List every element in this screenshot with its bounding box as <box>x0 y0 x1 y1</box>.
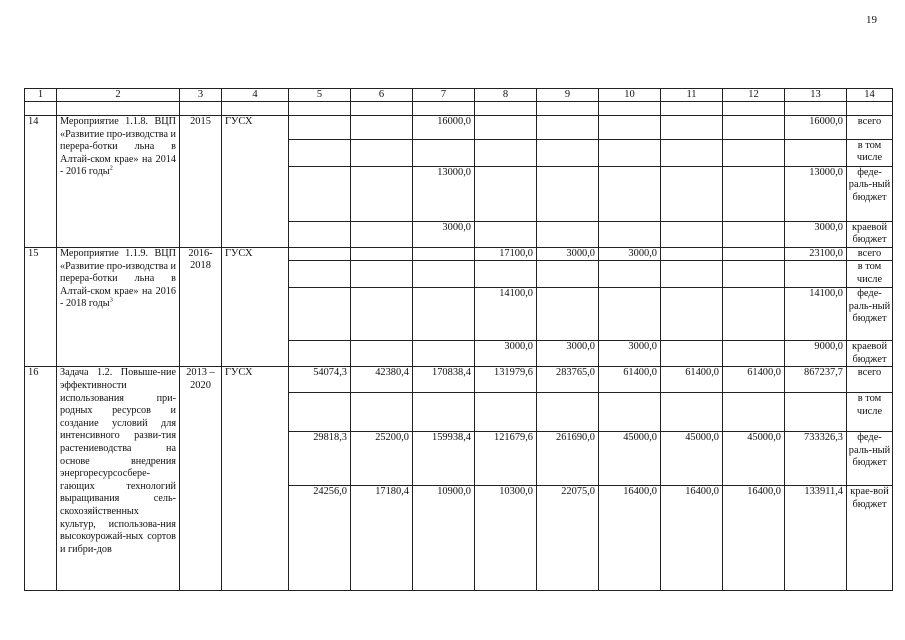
amount-cell <box>661 248 723 261</box>
column-header-8: 8 <box>475 89 537 102</box>
amount-cell <box>785 393 847 432</box>
column-header-6: 6 <box>351 89 413 102</box>
amount-cell: 23100,0 <box>785 248 847 261</box>
spacer-row <box>25 102 893 116</box>
spacer-cell <box>661 102 723 116</box>
amount-cell <box>723 341 785 367</box>
spacer-cell <box>537 102 599 116</box>
amount-cell <box>599 167 661 222</box>
amount-cell: 3000,0 <box>537 248 599 261</box>
amount-cell <box>413 261 475 288</box>
amount-cell <box>661 116 723 140</box>
amount-cell: 283765,0 <box>537 367 599 393</box>
amount-cell <box>537 222 599 248</box>
amount-cell: 61400,0 <box>599 367 661 393</box>
amount-cell <box>785 140 847 167</box>
column-header-9: 9 <box>537 89 599 102</box>
amount-cell <box>289 248 351 261</box>
amount-cell <box>475 116 537 140</box>
spacer-cell <box>222 102 289 116</box>
amount-cell <box>289 222 351 248</box>
measure-title <box>57 367 180 591</box>
column-header-4: 4 <box>222 89 289 102</box>
spacer-cell <box>289 102 351 116</box>
amount-cell <box>537 140 599 167</box>
executor: ГУСХ <box>222 367 289 591</box>
amount-cell <box>537 116 599 140</box>
implementation-years: 2016-2018 <box>180 248 222 367</box>
amount-cell <box>413 248 475 261</box>
amount-cell <box>413 393 475 432</box>
amount-cell <box>723 393 785 432</box>
amount-cell <box>723 288 785 341</box>
amount-cell <box>537 261 599 288</box>
amount-cell <box>661 288 723 341</box>
amount-cell: 13000,0 <box>785 167 847 222</box>
amount-cell: 29818,3 <box>289 432 351 486</box>
amount-cell: 3000,0 <box>599 341 661 367</box>
implementation-years: 2013 – 2020 <box>180 367 222 591</box>
amount-cell <box>351 248 413 261</box>
spacer-cell <box>475 102 537 116</box>
amount-cell <box>289 393 351 432</box>
amount-cell: 170838,4 <box>413 367 475 393</box>
column-header-13: 13 <box>785 89 847 102</box>
footnote-marker: 3 <box>109 296 113 304</box>
funding-source-label: феде-раль-ный бюджет <box>847 432 893 486</box>
funding-source-label: всего <box>847 367 893 393</box>
amount-cell <box>723 261 785 288</box>
amount-cell <box>723 222 785 248</box>
amount-cell: 14100,0 <box>475 288 537 341</box>
executor: ГУСХ <box>222 248 289 367</box>
measure-title-text: Мероприятие 1.1.9. ВЦП «Развитие про-изводства и перера-ботки льна в Алтай-ском крае» на 2016 - 2018 годы <box>60 248 176 310</box>
spacer-cell <box>723 102 785 116</box>
amount-cell <box>475 167 537 222</box>
row-number: 14 <box>25 116 57 248</box>
funding-source-label: всего <box>847 248 893 261</box>
amount-cell <box>599 288 661 341</box>
amount-cell <box>351 167 413 222</box>
amount-cell: 54074,3 <box>289 367 351 393</box>
amount-cell: 61400,0 <box>723 367 785 393</box>
funding-source-label: крае-вой бюджет <box>847 486 893 591</box>
amount-cell <box>661 341 723 367</box>
amount-cell: 17100,0 <box>475 248 537 261</box>
amount-cell <box>413 341 475 367</box>
amount-cell <box>723 116 785 140</box>
amount-cell <box>661 261 723 288</box>
amount-cell: 45000,0 <box>661 432 723 486</box>
spacer-cell <box>57 102 180 116</box>
amount-cell <box>475 261 537 288</box>
amount-cell <box>289 261 351 288</box>
amount-cell <box>289 288 351 341</box>
amount-cell: 10300,0 <box>475 486 537 591</box>
footnote-marker: 2 <box>109 164 113 172</box>
spacer-cell <box>847 102 893 116</box>
amount-cell <box>413 140 475 167</box>
column-header-7: 7 <box>413 89 475 102</box>
amount-cell <box>537 288 599 341</box>
table-row <box>25 116 893 140</box>
amount-cell: 16400,0 <box>661 486 723 591</box>
amount-cell <box>475 393 537 432</box>
amount-cell <box>289 341 351 367</box>
amount-cell: 45000,0 <box>723 432 785 486</box>
amount-cell <box>475 140 537 167</box>
amount-cell <box>537 393 599 432</box>
amount-cell: 61400,0 <box>661 367 723 393</box>
row-number: 15 <box>25 248 57 367</box>
budget-table <box>24 88 893 591</box>
amount-cell <box>661 393 723 432</box>
amount-cell <box>599 222 661 248</box>
amount-cell: 3000,0 <box>413 222 475 248</box>
amount-cell <box>599 261 661 288</box>
amount-cell <box>661 222 723 248</box>
amount-cell: 22075,0 <box>537 486 599 591</box>
spacer-cell <box>351 102 413 116</box>
measure-title <box>57 116 180 248</box>
amount-cell: 9000,0 <box>785 341 847 367</box>
amount-cell: 16000,0 <box>785 116 847 140</box>
amount-cell <box>537 167 599 222</box>
spacer-cell <box>413 102 475 116</box>
executor: ГУСХ <box>222 116 289 248</box>
column-header-5: 5 <box>289 89 351 102</box>
amount-cell: 3000,0 <box>599 248 661 261</box>
amount-cell <box>413 288 475 341</box>
spacer-cell <box>180 102 222 116</box>
amount-cell <box>599 140 661 167</box>
implementation-years: 2015 <box>180 116 222 248</box>
funding-source-label: краевой бюджет <box>847 341 893 367</box>
measure-title-text: Мероприятие 1.1.8. ВЦП «Развитие про-изводства и перера-ботки льна в Алтай-ском крае» на 2014 - 2016 годы <box>60 116 176 178</box>
funding-source-label: краевой бюджет <box>847 222 893 248</box>
amount-cell <box>289 116 351 140</box>
amount-cell <box>599 393 661 432</box>
column-header-12: 12 <box>723 89 785 102</box>
funding-source-label: в том числе <box>847 393 893 432</box>
amount-cell: 159938,4 <box>413 432 475 486</box>
spacer-cell <box>25 102 57 116</box>
amount-cell <box>351 116 413 140</box>
column-header-2: 2 <box>57 89 180 102</box>
amount-cell <box>599 116 661 140</box>
amount-cell <box>351 222 413 248</box>
funding-source-label: в том числе <box>847 140 893 167</box>
amount-cell <box>661 167 723 222</box>
amount-cell: 121679,6 <box>475 432 537 486</box>
amount-cell: 13000,0 <box>413 167 475 222</box>
amount-cell <box>351 261 413 288</box>
amount-cell: 131979,6 <box>475 367 537 393</box>
funding-source-label: феде-раль-ный бюджет <box>847 288 893 341</box>
amount-cell: 3000,0 <box>475 341 537 367</box>
amount-cell: 261690,0 <box>537 432 599 486</box>
funding-source-label: всего <box>847 116 893 140</box>
amount-cell: 3000,0 <box>537 341 599 367</box>
amount-cell <box>723 140 785 167</box>
funding-source-label: феде-раль-ный бюджет <box>847 167 893 222</box>
amount-cell: 733326,3 <box>785 432 847 486</box>
amount-cell <box>351 140 413 167</box>
amount-cell: 25200,0 <box>351 432 413 486</box>
measure-title-text: Задача 1.2. Повыше-ние эффективности использования при-родных ресурсов и создание условий для интенсивного разви-тия растениеводства на основе внедрения энергоресурсосбере-гающих технологий выращивания сель-скохозяйственных культур, использова-ния высокоурожай-ных сортов и гибри-дов <box>60 367 176 555</box>
amount-cell <box>661 140 723 167</box>
amount-cell: 16000,0 <box>413 116 475 140</box>
spacer-cell <box>599 102 661 116</box>
amount-cell <box>351 393 413 432</box>
column-header-14: 14 <box>847 89 893 102</box>
table-row <box>25 248 893 261</box>
amount-cell <box>785 261 847 288</box>
amount-cell: 10900,0 <box>413 486 475 591</box>
amount-cell: 3000,0 <box>785 222 847 248</box>
amount-cell <box>475 222 537 248</box>
amount-cell <box>289 140 351 167</box>
amount-cell: 867237,7 <box>785 367 847 393</box>
page-number: 19 <box>866 14 877 26</box>
amount-cell: 133911,4 <box>785 486 847 591</box>
amount-cell: 16400,0 <box>723 486 785 591</box>
amount-cell <box>351 341 413 367</box>
amount-cell: 24256,0 <box>289 486 351 591</box>
amount-cell <box>723 167 785 222</box>
amount-cell <box>723 248 785 261</box>
column-header-1: 1 <box>25 89 57 102</box>
amount-cell: 16400,0 <box>599 486 661 591</box>
amount-cell: 45000,0 <box>599 432 661 486</box>
funding-source-label: в том числе <box>847 261 893 288</box>
column-header-10: 10 <box>599 89 661 102</box>
amount-cell: 42380,4 <box>351 367 413 393</box>
amount-cell <box>289 167 351 222</box>
column-header-11: 11 <box>661 89 723 102</box>
header-row <box>25 89 893 102</box>
amount-cell: 14100,0 <box>785 288 847 341</box>
column-header-3: 3 <box>180 89 222 102</box>
measure-title <box>57 248 180 367</box>
amount-cell: 17180,4 <box>351 486 413 591</box>
spacer-cell <box>785 102 847 116</box>
table-row <box>25 367 893 393</box>
amount-cell <box>351 288 413 341</box>
row-number: 16 <box>25 367 57 591</box>
